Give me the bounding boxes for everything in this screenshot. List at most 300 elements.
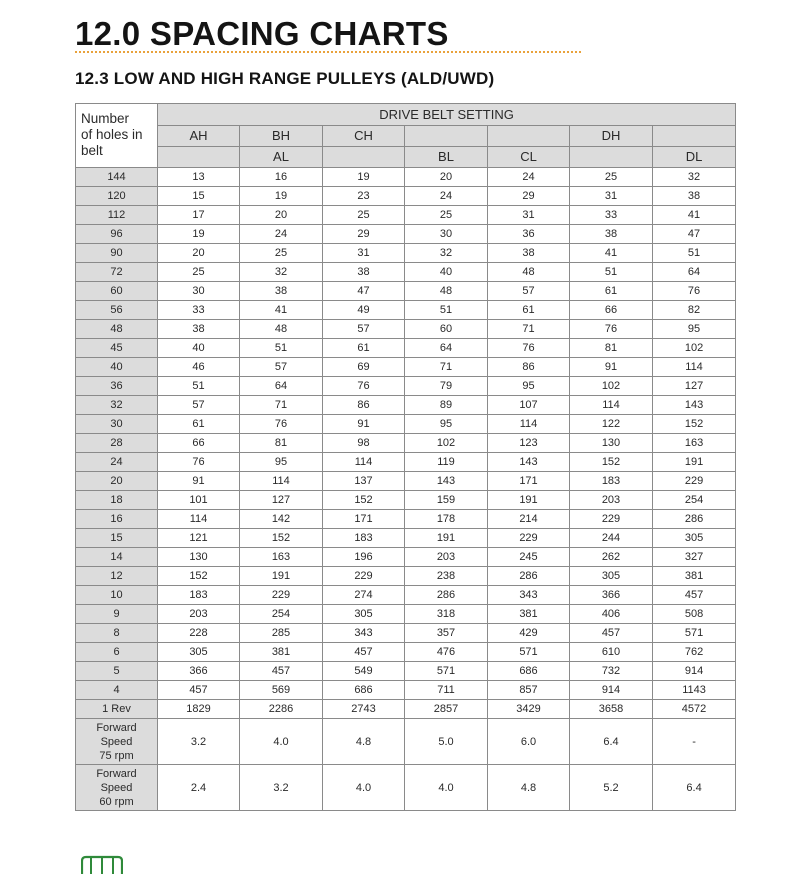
table-row [76,624,736,643]
spacing-value-cell: 549 [323,662,405,681]
table-row [76,168,736,187]
spacing-value-cell: 47 [323,282,405,301]
table-row [76,548,736,567]
spacing-value-cell: 914 [570,681,653,700]
col-header-top: CH [323,126,405,147]
spacing-value-cell: 857 [488,681,570,700]
spacing-value-cell: 57 [240,358,323,377]
spacing-value-cell: 366 [158,662,240,681]
spacing-value-cell: 81 [240,434,323,453]
spacing-value-cell: 71 [240,396,323,415]
spacing-value-cell: 31 [488,206,570,225]
table-row [76,263,736,282]
spacing-value-cell: 163 [240,548,323,567]
spacing-value-cell: 183 [323,529,405,548]
speed-value-cell: 4.0 [405,765,488,811]
holes-cell: 12 [76,567,158,586]
spacing-value-cell: 86 [488,358,570,377]
table-row [76,510,736,529]
table-body [76,168,736,811]
col-header-top [488,126,570,147]
holes-cell: 1 Rev [76,700,158,719]
holes-cell: 30 [76,415,158,434]
spacing-value-cell: 102 [405,434,488,453]
spacing-value-cell: 95 [653,320,736,339]
spacing-value-cell: 76 [653,282,736,301]
spacing-value-cell: 3429 [488,700,570,719]
spacing-value-cell: 286 [488,567,570,586]
spacing-value-cell: 318 [405,605,488,624]
speed-label-line: Forward [96,767,137,780]
holes-cell: 5 [76,662,158,681]
spacing-value-cell: 57 [323,320,405,339]
spacing-value-cell: 2286 [240,700,323,719]
table-row [76,320,736,339]
spacing-value-cell: 102 [570,377,653,396]
spacing-value-cell: 163 [653,434,736,453]
drive-belt-setting-header: DRIVE BELT SETTING [158,104,736,126]
spacing-value-cell: 196 [323,548,405,567]
col-header-bottom [158,147,240,168]
spacing-value-cell: 914 [653,662,736,681]
spacing-value-cell: 571 [488,643,570,662]
col-header-top [653,126,736,147]
spacing-value-cell: 64 [240,377,323,396]
table-row [76,681,736,700]
spacing-value-cell: 33 [158,301,240,320]
spacing-value-cell: 51 [653,244,736,263]
spacing-value-cell: 51 [570,263,653,282]
spacing-value-cell: 19 [240,187,323,206]
speed-label-line: 75 rpm [99,749,134,762]
spacing-value-cell: 171 [488,472,570,491]
spacing-value-cell: 1829 [158,700,240,719]
speed-value-cell: 6.4 [653,765,736,811]
spacing-value-cell: 95 [240,453,323,472]
spacing-value-cell: 107 [488,396,570,415]
spacing-value-cell: 71 [488,320,570,339]
spacing-value-cell: 711 [405,681,488,700]
spacing-value-cell: 20 [158,244,240,263]
spacing-value-cell: 114 [570,396,653,415]
spacing-value-cell: 183 [158,586,240,605]
col-header-bottom: AL [240,147,323,168]
table-row [76,282,736,301]
holes-cell: 16 [76,510,158,529]
spacing-value-cell: 229 [653,472,736,491]
spacing-value-cell: 569 [240,681,323,700]
spacing-value-cell: 191 [240,567,323,586]
holes-cell: 56 [76,301,158,320]
spacing-value-cell: 137 [323,472,405,491]
table-row [76,662,736,681]
speed-value-cell: 4.8 [488,765,570,811]
spacing-value-cell: 76 [323,377,405,396]
spacing-value-cell: 476 [405,643,488,662]
spacing-value-cell: 2857 [405,700,488,719]
spacing-value-cell: 24 [240,225,323,244]
spacing-value-cell: 30 [158,282,240,301]
title-divider [75,51,581,53]
spacing-value-cell: 152 [240,529,323,548]
spacing-value-cell: 64 [405,339,488,358]
table-row [76,415,736,434]
spacing-value-cell: 305 [570,567,653,586]
spacing-value-cell: 686 [488,662,570,681]
spacing-value-cell: 343 [488,586,570,605]
speed-value-cell: 3.2 [240,765,323,811]
spacing-value-cell: 25 [405,206,488,225]
spacing-value-cell: 79 [405,377,488,396]
holes-cell: 112 [76,206,158,225]
spacing-value-cell: 41 [653,206,736,225]
speed-value-cell: 5.0 [405,719,488,765]
spacing-value-cell: 142 [240,510,323,529]
col-header-top [405,126,488,147]
spacing-value-cell: 38 [158,320,240,339]
table-row [76,586,736,605]
speed-value-cell: 4.0 [323,765,405,811]
spacing-value-cell: 114 [653,358,736,377]
speed-value-cell: 3.2 [158,719,240,765]
col-header-bottom: BL [405,147,488,168]
spacing-value-cell: 305 [158,643,240,662]
holes-header-line: belt [81,143,103,158]
spacing-value-cell: 406 [570,605,653,624]
spacing-value-cell: 143 [653,396,736,415]
spacing-value-cell: 57 [158,396,240,415]
spacing-value-cell: 76 [488,339,570,358]
spacing-value-cell: 19 [323,168,405,187]
spacing-value-cell: 29 [323,225,405,244]
spacing-value-cell: 152 [323,491,405,510]
spacing-value-cell: 429 [488,624,570,643]
spacing-value-cell: 238 [405,567,488,586]
table-row [76,187,736,206]
spacing-value-cell: 130 [158,548,240,567]
spacing-value-cell: 25 [323,206,405,225]
spacing-value-cell: 732 [570,662,653,681]
spacing-value-cell: 130 [570,434,653,453]
table-row [76,339,736,358]
spacing-value-cell: 381 [488,605,570,624]
table-row [76,491,736,510]
spacing-value-cell: 91 [570,358,653,377]
spacing-value-cell: 143 [405,472,488,491]
table-row [76,472,736,491]
spacing-value-cell: 76 [570,320,653,339]
spacing-value-cell: 127 [653,377,736,396]
holes-cell: 40 [76,358,158,377]
speed-value-cell: 4.0 [240,719,323,765]
col-header-bottom [323,147,405,168]
spacing-value-cell: 61 [323,339,405,358]
spacing-value-cell: 343 [323,624,405,643]
table-row [76,396,736,415]
holes-header-line: Number [81,111,130,126]
table-row [76,301,736,320]
spacing-value-cell: 254 [240,605,323,624]
spacing-value-cell: 82 [653,301,736,320]
spacing-value-cell: 457 [570,624,653,643]
speed-label-line: Speed [100,781,133,794]
table-row [76,225,736,244]
spacing-value-cell: 183 [570,472,653,491]
page-title: 12.0 SPACING CHARTS [75,15,449,52]
spacing-value-cell: 214 [488,510,570,529]
spacing-value-cell: 49 [323,301,405,320]
spacing-value-cell: 101 [158,491,240,510]
spacing-value-cell: 89 [405,396,488,415]
holes-cell: 144 [76,168,158,187]
spacing-value-cell: 51 [158,377,240,396]
spacing-value-cell: 38 [323,263,405,282]
holes-cell: 9 [76,605,158,624]
spacing-value-cell: 254 [653,491,736,510]
spacing-value-cell: 38 [488,244,570,263]
speed-value-cell: 2.4 [158,765,240,811]
spacing-value-cell: 229 [323,567,405,586]
spacing-value-cell: 1143 [653,681,736,700]
holes-cell: 96 [76,225,158,244]
spacing-value-cell: 191 [653,453,736,472]
spacing-value-cell: 38 [653,187,736,206]
spacing-value-cell: 762 [653,643,736,662]
spacing-value-cell: 51 [240,339,323,358]
spacing-value-cell: 114 [158,510,240,529]
spacing-value-cell: 457 [158,681,240,700]
spacing-value-cell: 61 [570,282,653,301]
table-row [76,605,736,624]
col-header-top: BH [240,126,323,147]
spacing-value-cell: 30 [405,225,488,244]
table-row [76,358,736,377]
holes-cell: 24 [76,453,158,472]
spacing-value-cell: 32 [653,168,736,187]
table-row [76,643,736,662]
spacing-value-cell: 38 [570,225,653,244]
spacing-value-cell: 32 [405,244,488,263]
spacing-value-cell: 40 [405,263,488,282]
spacing-value-cell: 457 [240,662,323,681]
spacing-value-cell: 203 [570,491,653,510]
spacing-value-cell: 286 [653,510,736,529]
spacing-value-cell: 305 [653,529,736,548]
col-header-top: AH [158,126,240,147]
spacing-value-cell: 114 [240,472,323,491]
speed-value-cell: 4.8 [323,719,405,765]
spacing-value-cell: 38 [240,282,323,301]
table-row [76,434,736,453]
spacing-value-cell: 66 [158,434,240,453]
spacing-value-cell: 122 [570,415,653,434]
spacing-value-cell: 91 [323,415,405,434]
spacing-value-cell: 17 [158,206,240,225]
spacing-value-cell: 36 [488,225,570,244]
spacing-chart-table [75,103,736,811]
holes-cell: 15 [76,529,158,548]
speed-label-cell [76,765,158,811]
spacing-value-cell: 262 [570,548,653,567]
spacing-value-cell: 81 [570,339,653,358]
spacing-value-cell: 31 [570,187,653,206]
spacing-value-cell: 76 [240,415,323,434]
spacing-value-cell: 171 [323,510,405,529]
spacing-value-cell: 24 [405,187,488,206]
spacing-value-cell: 69 [323,358,405,377]
table-row [76,700,736,719]
spacing-value-cell: 229 [570,510,653,529]
speed-label-line: 60 rpm [99,795,134,808]
holes-cell: 120 [76,187,158,206]
spacing-value-cell: 48 [240,320,323,339]
spacing-value-cell: 25 [158,263,240,282]
spacing-value-cell: 47 [653,225,736,244]
spacing-value-cell: 457 [653,586,736,605]
spacing-value-cell: 203 [405,548,488,567]
spacing-value-cell: 159 [405,491,488,510]
col-header-bottom: DL [653,147,736,168]
spacing-value-cell: 15 [158,187,240,206]
spacing-value-cell: 25 [570,168,653,187]
spacing-value-cell: 64 [653,263,736,282]
speed-label-cell [76,719,158,765]
table-row [76,377,736,396]
spacing-value-cell: 571 [405,662,488,681]
spacing-value-cell: 152 [570,453,653,472]
holes-cell: 90 [76,244,158,263]
spacing-value-cell: 305 [323,605,405,624]
holes-cell: 72 [76,263,158,282]
spacing-value-cell: 102 [653,339,736,358]
spacing-value-cell: 51 [405,301,488,320]
speed-value-cell: 5.2 [570,765,653,811]
section-subtitle: 12.3 LOW AND HIGH RANGE PULLEYS (ALD/UWD) [75,69,495,88]
spacing-value-cell: 191 [488,491,570,510]
spacing-value-cell: 203 [158,605,240,624]
spacing-value-cell: 61 [158,415,240,434]
holes-cell: 4 [76,681,158,700]
spacing-value-cell: 95 [488,377,570,396]
table-row [76,567,736,586]
holes-cell: 8 [76,624,158,643]
holes-cell: 28 [76,434,158,453]
holes-header-line: of holes in [81,127,143,142]
spacing-value-cell: 60 [405,320,488,339]
col-header-top: DH [570,126,653,147]
holes-column-header [76,104,158,168]
speed-value-cell: - [653,719,736,765]
spacing-value-cell: 357 [405,624,488,643]
holes-cell: 32 [76,396,158,415]
speed-label-line: Speed [100,735,133,748]
spacing-value-cell: 3658 [570,700,653,719]
spacing-value-cell: 66 [570,301,653,320]
spacing-value-cell: 286 [405,586,488,605]
speed-value-cell: 6.0 [488,719,570,765]
spacing-value-cell: 114 [323,453,405,472]
holes-cell: 10 [76,586,158,605]
col-header-bottom [570,147,653,168]
spacing-value-cell: 152 [653,415,736,434]
spacing-value-cell: 143 [488,453,570,472]
speed-value-cell: 6.4 [570,719,653,765]
table-row [76,453,736,472]
spacing-value-cell: 29 [488,187,570,206]
spacing-value-cell: 33 [570,206,653,225]
spacing-value-cell: 229 [240,586,323,605]
spacing-value-cell: 381 [653,567,736,586]
spacing-value-cell: 191 [405,529,488,548]
table-row [76,529,736,548]
spacing-value-cell: 178 [405,510,488,529]
footer-logo-icon [81,855,123,880]
spacing-value-cell: 610 [570,643,653,662]
spacing-value-cell: 228 [158,624,240,643]
spacing-value-cell: 152 [158,567,240,586]
speed-row [76,765,736,811]
holes-cell: 48 [76,320,158,339]
spacing-value-cell: 16 [240,168,323,187]
spacing-value-cell: 366 [570,586,653,605]
spacing-value-cell: 98 [323,434,405,453]
col-header-bottom: CL [488,147,570,168]
spacing-value-cell: 229 [488,529,570,548]
spacing-value-cell: 285 [240,624,323,643]
holes-cell: 45 [76,339,158,358]
spacing-value-cell: 4572 [653,700,736,719]
spacing-value-cell: 95 [405,415,488,434]
holes-cell: 6 [76,643,158,662]
spacing-value-cell: 25 [240,244,323,263]
spacing-value-cell: 19 [158,225,240,244]
spacing-value-cell: 244 [570,529,653,548]
spacing-value-cell: 274 [323,586,405,605]
spacing-value-cell: 327 [653,548,736,567]
spacing-value-cell: 114 [488,415,570,434]
spacing-value-cell: 86 [323,396,405,415]
spacing-value-cell: 71 [405,358,488,377]
holes-cell: 18 [76,491,158,510]
spacing-value-cell: 31 [323,244,405,263]
spacing-value-cell: 121 [158,529,240,548]
table-row [76,206,736,225]
spacing-value-cell: 41 [570,244,653,263]
holes-cell: 20 [76,472,158,491]
spacing-value-cell: 381 [240,643,323,662]
spacing-value-cell: 32 [240,263,323,282]
spacing-value-cell: 457 [323,643,405,662]
spacing-value-cell: 127 [240,491,323,510]
spacing-value-cell: 245 [488,548,570,567]
spacing-value-cell: 119 [405,453,488,472]
speed-row [76,719,736,765]
spacing-value-cell: 23 [323,187,405,206]
spacing-value-cell: 508 [653,605,736,624]
spacing-value-cell: 76 [158,453,240,472]
spacing-value-cell: 686 [323,681,405,700]
spacing-value-cell: 2743 [323,700,405,719]
spacing-value-cell: 61 [488,301,570,320]
spacing-value-cell: 13 [158,168,240,187]
spacing-value-cell: 41 [240,301,323,320]
spacing-value-cell: 123 [488,434,570,453]
spacing-value-cell: 40 [158,339,240,358]
spacing-value-cell: 24 [488,168,570,187]
holes-cell: 36 [76,377,158,396]
spacing-value-cell: 57 [488,282,570,301]
spacing-value-cell: 91 [158,472,240,491]
